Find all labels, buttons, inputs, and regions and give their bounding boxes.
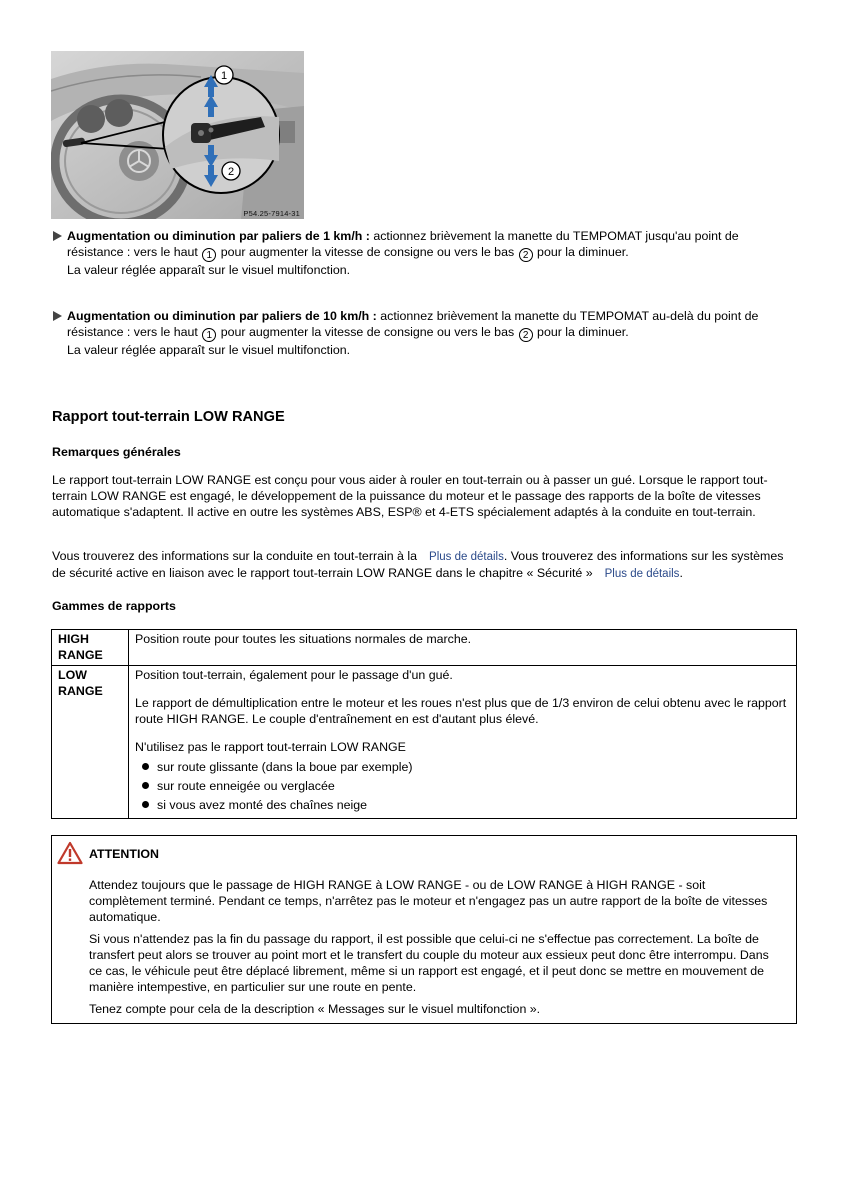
figure-caption: P54.25-7914-31: [243, 209, 300, 218]
range-desc-low-text: Position tout-terrain, également pour le passage d'un gué.: [135, 668, 453, 682]
range-desc-high: [129, 630, 797, 666]
callout-2: 2: [227, 166, 235, 178]
range-key-high: HIGH RANGE: [52, 630, 129, 666]
warning-paragraph-3: Tenez compte pour cela de la description « Messages sur le visuel multifonction ».: [89, 1002, 541, 1016]
step-2-text-3: pour la diminuer.: [533, 325, 629, 339]
instruction-step-2: [53, 308, 793, 358]
step-1-heading: Augmentation ou diminution par paliers de 1 km/h :: [67, 229, 370, 243]
step-1-text-3: pour la diminuer.: [533, 245, 629, 259]
warning-box: [51, 835, 797, 1024]
step-1-result: La valeur réglée apparaît sur le visuel multifonction.: [67, 263, 351, 277]
callout-2-icon: 2: [519, 328, 533, 342]
bullet-arrow-icon: [53, 231, 62, 241]
tempomat-lever-figure: [51, 51, 304, 219]
warning-paragraph-2: Si vous n'attendez pas la fin du passage du rapport, il est possible que celui-ci ne s'effectue pas correctement. La boîte de transfert peut alors se trouver au point mort et le transfert du couple du moteur aux essieux peut donc être interrompu. Dans ce cas, le véhicule peut être déplacé librement, même si un rapport est engagé, et il peut donc se mettre en mouvement de manière intempestive, en particulier sur une route en pente.: [89, 932, 769, 994]
steering-column-illustration: [51, 51, 304, 219]
more-info-text-2: . Vous trouverez des informations sur les systèmes de sécurité active en liaison avec le rapport tout-terrain LOW RANGE dans le chapitre « Sécurité »: [52, 549, 784, 580]
warning-title: ATTENTION: [89, 847, 159, 861]
more-info-text-end: .: [679, 566, 683, 580]
more-details-link-2[interactable]: Plus de détails: [604, 568, 680, 580]
step-2-text: actionnez brièvement la manette du TEMPOMAT au-delà du point de résistance : vers le haut: [67, 309, 759, 339]
gear-ranges-table: [51, 629, 797, 819]
table-row: [52, 630, 797, 666]
step-2-text-2: pour augmenter la vitesse de consigne ou vers le bas: [217, 325, 518, 339]
more-info-text: Vous trouverez des informations sur la conduite en tout-terrain à la: [52, 549, 418, 563]
list-item: sur route enneigée ou verglacée: [157, 778, 790, 794]
subheading-general-remarks: Remarques générales: [52, 445, 181, 459]
step-1-text-2: pour augmenter la vitesse de consigne ou vers le bas: [217, 245, 518, 259]
step-2-heading: Augmentation ou diminution par paliers de 10 km/h :: [67, 309, 377, 323]
callout-2-icon: 2: [519, 248, 533, 262]
table-row: [52, 666, 797, 819]
step-1-text: actionnez brièvement la manette du TEMPOMAT jusqu'au point de résistance : vers le haut: [67, 229, 739, 259]
step-2-result: La valeur réglée apparaît sur le visuel multifonction.: [67, 343, 351, 357]
section-title: Rapport tout-terrain LOW RANGE: [52, 409, 285, 425]
paragraph-low-range-intro: Le rapport tout-terrain LOW RANGE est conçu pour vous aider à rouler en tout-terrain ou à passer un gué. Lorsque le rapport tout-terrain LOW RANGE est engagé, le développement de la puissance du moteur et le passage des rapports de la boîte de vitesses automatique s'adaptent. Il active en outre les systèmes ABS, ESP® et 4-ETS spécialement adaptés à la conduite en tout-terrain.: [52, 473, 768, 519]
subheading-ranges: Gammes de rapports: [52, 599, 176, 613]
range-desc-low-warning: N'utilisez pas le rapport tout-terrain LOW RANGE: [135, 740, 406, 754]
bullet-arrow-icon: [53, 311, 62, 321]
warning-triangle-icon: [57, 841, 83, 865]
instruction-step-1: [53, 228, 793, 278]
range-desc-low: [129, 666, 797, 819]
range-key-low: LOW RANGE: [52, 666, 129, 819]
callout-1-icon: 1: [202, 248, 216, 262]
range-desc-high-text: Position route pour toutes les situations normales de marche.: [135, 632, 472, 646]
paragraph-more-info: [52, 548, 797, 582]
range-desc-low-ratio: Le rapport de démultiplication entre le moteur et les roues n'est plus que de 1/3 environ de celui obtenu avec le rapport route HIGH RANGE. Le couple d'entraînement en est d'autant plus élevé.: [135, 696, 787, 726]
callout-1-icon: 1: [202, 328, 216, 342]
more-details-link-1[interactable]: Plus de détails: [429, 551, 504, 563]
warning-paragraph-1: Attendez toujours que le passage de HIGH RANGE à LOW RANGE - ou de LOW RANGE à HIGH RANGE - soit complètement terminé. Pendant ce temps, n'arrêtez pas le moteur et n'engagez pas un autre rapport de la boîte de vitesses automatique.: [89, 878, 768, 924]
list-item: si vous avez monté des chaînes neige: [157, 797, 790, 813]
low-range-exclusions-list: [135, 759, 790, 813]
list-item: sur route glissante (dans la boue par exemple): [157, 759, 790, 775]
warning-body: [89, 877, 784, 1023]
callout-1: 1: [220, 70, 228, 82]
